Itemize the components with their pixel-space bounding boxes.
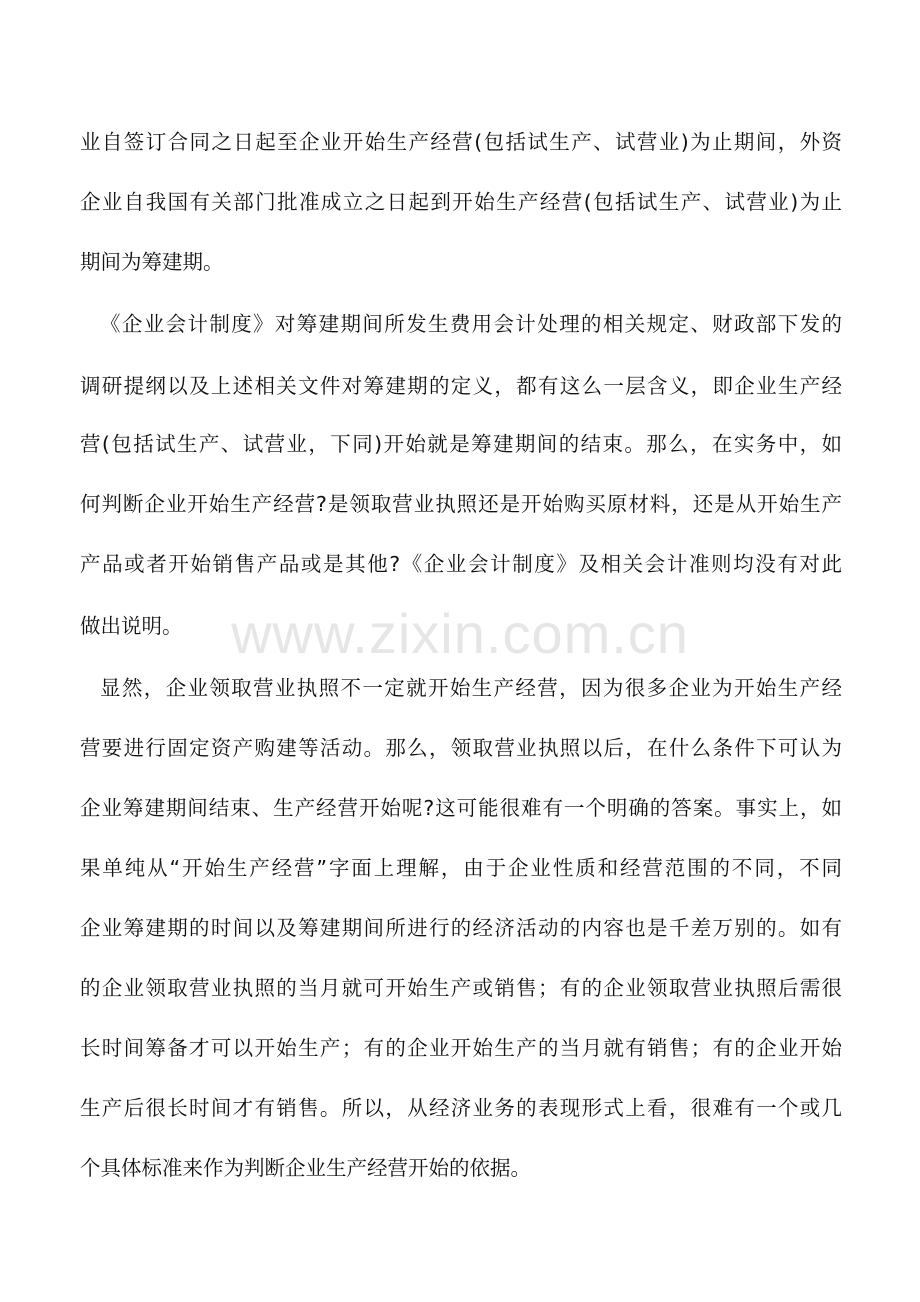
paragraph-3-line-6: 的企业领取营业执照的当月就可开始生产或销售；有的企业领取营业执照后需很 bbox=[80, 976, 842, 1000]
paragraph-2-line-3: 营(包括试生产、试营业，下同)开始就是筹建期间的结束。那么，在实务中，如 bbox=[80, 432, 842, 456]
paragraph-3-line-4: 果单纯从“开始生产经营”字面上理解，由于企业性质和经营范围的不同，不同 bbox=[80, 856, 842, 880]
paragraph-2-line-4: 何判断企业开始生产经营?是领取营业执照还是开始购买原材料，还是从开始生产 bbox=[80, 492, 842, 516]
paragraph-3-line-9: 个具体标准来作为判断企业生产经营开始的依据。 bbox=[80, 1156, 531, 1180]
paragraph-2-line-6: 做出说明。 bbox=[80, 614, 183, 638]
watermark: www.zixin.com.cn bbox=[231, 602, 689, 665]
paragraph-2-line-1: 《企业会计制度》对筹建期间所发生费用会计处理的相关规定、财政部下发的 bbox=[100, 312, 842, 336]
paragraph-3-line-3: 企业筹建期间结束、生产经营开始呢?这可能很难有一个明确的答案。事实上，如 bbox=[80, 796, 842, 820]
paragraph-1-line-1: 业自签订合同之日起至企业开始生产经营(包括试生产、试营业)为止期间，外资 bbox=[80, 130, 842, 154]
paragraph-3-line-5: 企业筹建期的时间以及筹建期间所进行的经济活动的内容也是千差万别的。如有 bbox=[80, 916, 842, 940]
paragraph-1-line-2: 企业自我国有关部门批准成立之日起到开始生产经营(包括试生产、试营业)为止 bbox=[80, 190, 842, 214]
paragraph-1-line-3: 期间为筹建期。 bbox=[80, 250, 224, 274]
paragraph-2-line-2: 调研提纲以及上述相关文件对筹建期的定义，都有这么一层含义，即企业生产经 bbox=[80, 374, 842, 398]
paragraph-3-line-2: 营要进行固定资产购建等活动。那么，领取营业执照以后，在什么条件下可认为 bbox=[80, 736, 842, 760]
paragraph-3-line-7: 长时间筹备才可以开始生产；有的企业开始生产的当月就有销售；有的企业开始 bbox=[80, 1036, 842, 1060]
paragraph-3-line-8: 生产后很长时间才有销售。所以，从经济业务的表现形式上看，很难有一个或几 bbox=[80, 1096, 842, 1120]
paragraph-3-line-1: 显然，企业领取营业执照不一定就开始生产经营，因为很多企业为开始生产经 bbox=[100, 676, 842, 700]
paragraph-2-line-5: 产品或者开始销售产品或是其他?《企业会计制度》及相关会计准则均没有对此 bbox=[80, 552, 842, 576]
